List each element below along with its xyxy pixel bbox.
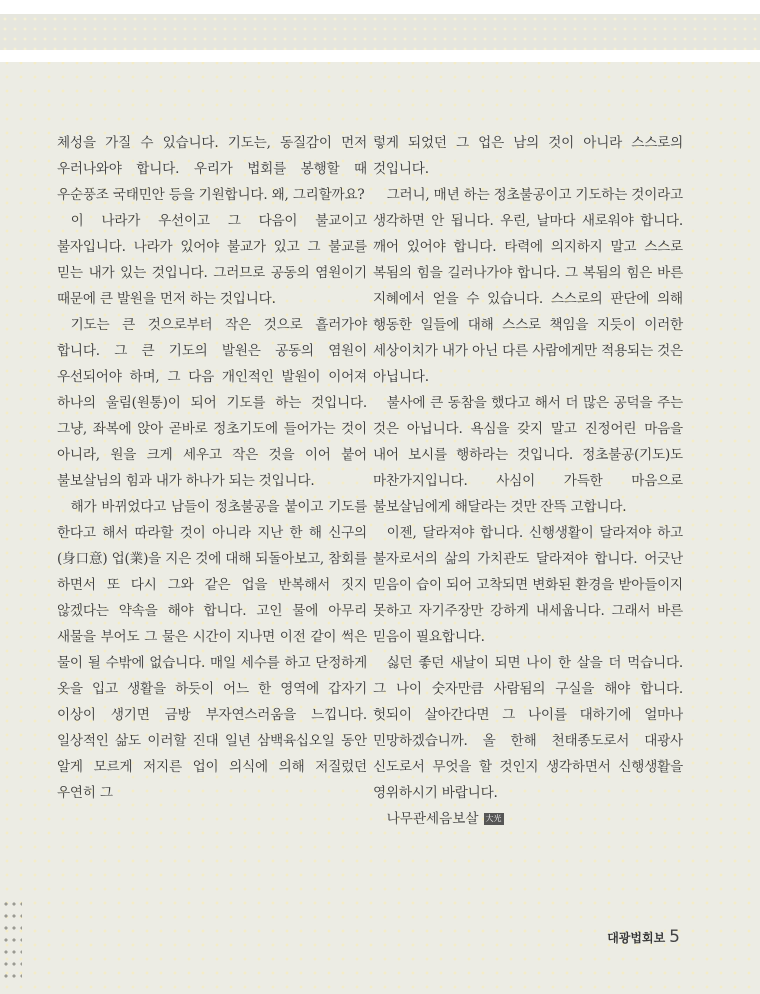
body-paragraph: 이젠, 달라져야 합니다. 신행생활이 달라져야 하고 불자로서의 삶의 가치관도 달라져야 합니다. 어긋난 믿음이 습이 되어 고착되면 변화된 환경을 받아들이지 못하고 자기주장만 강하게 내세웁니다. 그래서 바른 믿음이 필요합니다.: [373, 525, 683, 645]
body-paragraph: 싫던 좋던 새날이 되면 나이 한 살을 더 먹습니다. 그 나이 숫자만큼 사람됨의 구실을 해야 합니다. 헛되이 살아간다면 그 나이를 대하기에 얼마나 민망하겠습니까. 올 한해 천태종도로서 대광사 신도로서 무엇을 할 것인지 생각하면서 신행생활을 영위하시기 바랍니다.: [373, 655, 683, 801]
page-number: 5: [669, 927, 680, 947]
body-paragraph: 불사에 큰 동참을 했다고 해서 더 많은 공덕을 주는 것은 아닙니다. 욕심을 갖지 말고 진정어린 마음을 내어 보시를 행하라는 것입니다. 정초불공(기도)도 마찬가지입니다. 사심이 가득한 마음으로 불보살님에게 해달라는 것만 잔뜩 고합니다.: [373, 395, 683, 515]
author-seal: 大光: [485, 814, 502, 823]
body-paragraph: 이 나라가 우선이고 그 다음이 불교이고 불자입니다. 나라가 있어야 불교가 있고 그 불교를 믿는 내가 있는 것입니다. 그러므로 공동의 염원이기 때문에 큰 발원을 먼저 하는 것입니다.: [57, 213, 367, 307]
signature-text: 나무관세음보살: [386, 811, 479, 827]
header-divider: [0, 50, 760, 62]
left-text-column: [57, 130, 367, 806]
body-paragraph: 기도는 큰 것으로부터 작은 것으로 흘러가야 합니다. 그 큰 기도의 발원은 공동의 염원이 우선되어야 하며, 그 다음 개인적인 발원이 이어져 하나의 울림(원통)이 되어 기도를 하는 것입니다. 그냥, 좌복에 앉아 곧바로 정초기도에 들어가는 것이 아니라, 원을 크게 세우고 작은 것을 이어 붙어 불보살님의 힘과 내가 하나가 되는 것입니다.: [57, 317, 367, 489]
page-footer: [607, 927, 680, 947]
decorative-dot-pattern: [2, 898, 22, 982]
closing-signature: [373, 806, 683, 832]
right-text-column: [373, 130, 683, 832]
body-paragraph: 체성을 가질 수 있습니다. 기도는, 동질감이 먼저 우러나와야 합니다. 우리가 법회를 봉행할 때 우순풍조 국태민안 등을 기원합니다. 왜, 그리할까요?: [57, 135, 367, 203]
body-paragraph: 렇게 되었던 그 업은 남의 것이 아니라 스스로의 것입니다.: [373, 135, 683, 177]
top-margin: [0, 0, 760, 14]
body-paragraph: 해가 바뀌었다고 남들이 정초불공을 붙이고 기도를 한다고 해서 따라할 것이 아니라 지난 한 해 신구의(身口意) 업(業)을 지은 것에 대해 되돌아보고, 참회를 하면서 또 다시 그와 같은 업을 반복해서 짓지 않겠다는 약속을 해야 합니다. 고인 물에 아무리 새물을 부어도 그 물은 시간이 지나면 이전 같이 썩은 물이 될 수밖에 없습니다. 매일 세수를 하고 단정하게 옷을 입고 생활을 하듯이 어느 한 영역에 갑자기 이상이 생기면 금방 부자연스러움을 느낍니다. 일상적인 삶도 이러할 진대 일년 삼백육십오일 동안 알게 모르게 저지른 업이 의식에 의해 저질렀던 우연히 그: [57, 499, 367, 801]
body-paragraph: 그러니, 매년 하는 정초불공이고 기도하는 것이라고 생각하면 안 됩니다. 우린, 날마다 새로워야 합니다. 깨어 있어야 합니다. 타력에 의지하지 말고 스스로 복됨의 힘을 길러나가야 합니다. 그 복됨의 힘은 바른 지혜에서 얻을 수 있습니다. 스스로의 판단에 의해 행동한 일들에 대해 스스로 책임을 지듯이 이러한 세상이치가 내가 아닌 다른 사람에게만 적용되는 것은 아닙니다.: [373, 187, 683, 385]
header-pattern-strip: [0, 14, 760, 50]
publication-title: 대광법회보: [607, 931, 666, 945]
